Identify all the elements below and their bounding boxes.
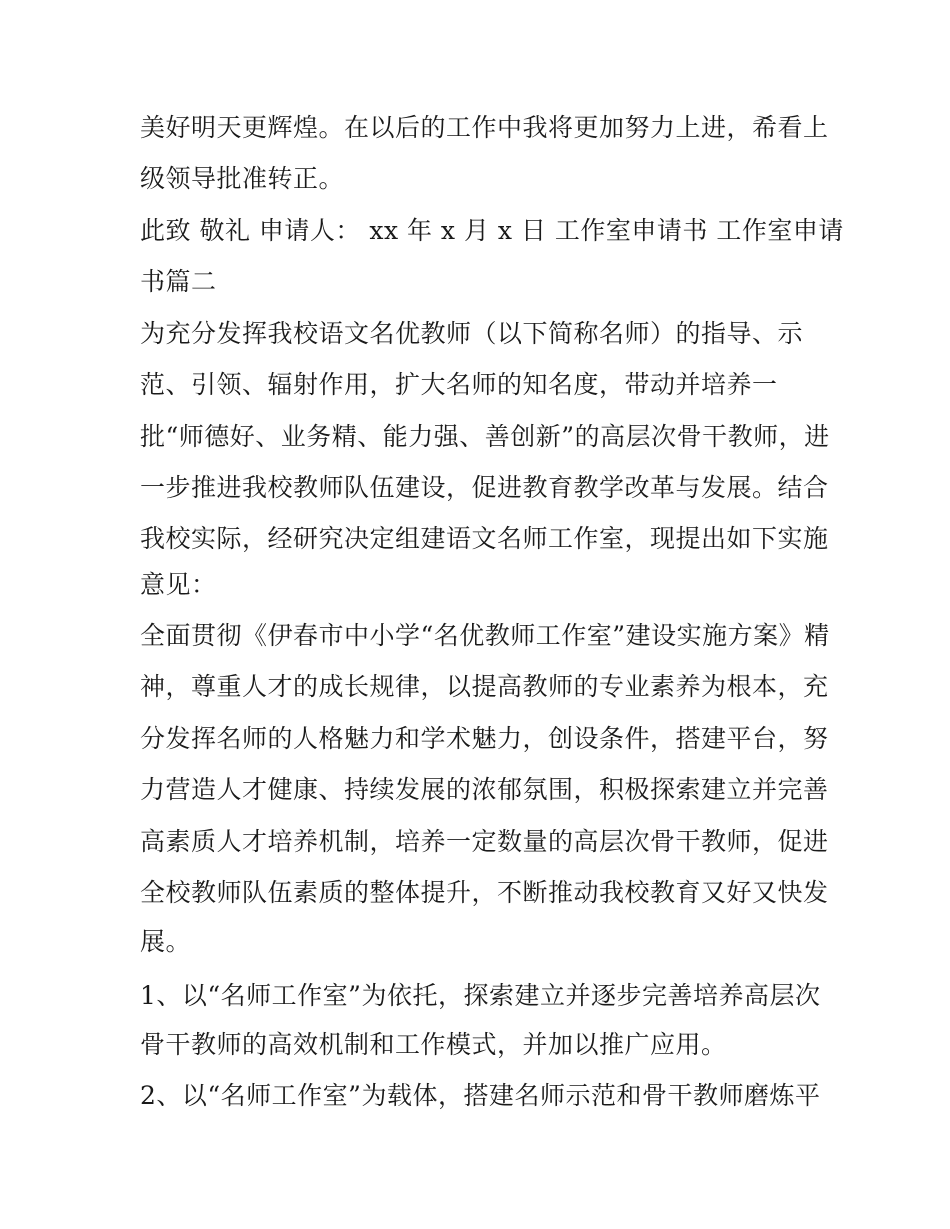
text-line: 批“师德好、业务精、能力强、善创新”的高层次骨干教师，进 bbox=[140, 422, 830, 451]
text-line: 2、以“名师工作室”为载体，搭建名师示范和骨干教师磨炼平 bbox=[140, 1081, 821, 1110]
text-line: 范、引领、辐射作用，扩大名师的知名度，带动并培养一 bbox=[140, 370, 778, 399]
text-line: 一步推进我校教师队伍建设，促进教育教学改革与发展。结合 bbox=[140, 473, 829, 502]
text-line: 分发挥名师的人格魅力和学术魅力，创设条件，搭建平台，努 bbox=[140, 724, 829, 753]
text-line: 我校实际，经研究决定组建语文名师工作室，现提出如下实施 bbox=[140, 524, 829, 553]
text-line: 神，尊重人才的成长规律，以提高教师的专业素养为根本，充 bbox=[140, 672, 829, 701]
text-line: 1、以“名师工作室”为依托，探索建立并逐步完善培养高层次 bbox=[140, 981, 821, 1010]
text-line: 骨干教师的高效机制和工作模式，并加以推广应用。 bbox=[140, 1030, 727, 1059]
text-line: 全校教师队伍素质的整体提升，不断推动我校教育又好又快发 bbox=[140, 878, 829, 907]
text-line: 高素质人才培养机制，培养一定数量的高层次骨干教师，促进 bbox=[140, 827, 829, 856]
text-line: 全面贯彻《伊春市中小学“名优教师工作室”建设实施方案》精 bbox=[140, 621, 830, 650]
text-line: 为充分发挥我校语文名优教师（以下简称名师）的指导、示 bbox=[140, 319, 804, 348]
text-line: 力营造人才健康、持续发展的浓郁氛围，积极探索建立并完善 bbox=[140, 775, 829, 804]
text-line: 展。 bbox=[140, 927, 192, 956]
text-line: 美好明天更辉煌。在以后的工作中我将更加努力上进，希看上 bbox=[140, 113, 829, 142]
text-line: 级领导批准转正。 bbox=[140, 164, 345, 193]
text-line: 书篇二 bbox=[140, 267, 217, 296]
text-line: 意见： bbox=[140, 570, 217, 599]
text-line: 此致 敬礼 申请人： xx 年 x 月 x 日 工作室申请书 工作室申请 bbox=[140, 216, 844, 245]
